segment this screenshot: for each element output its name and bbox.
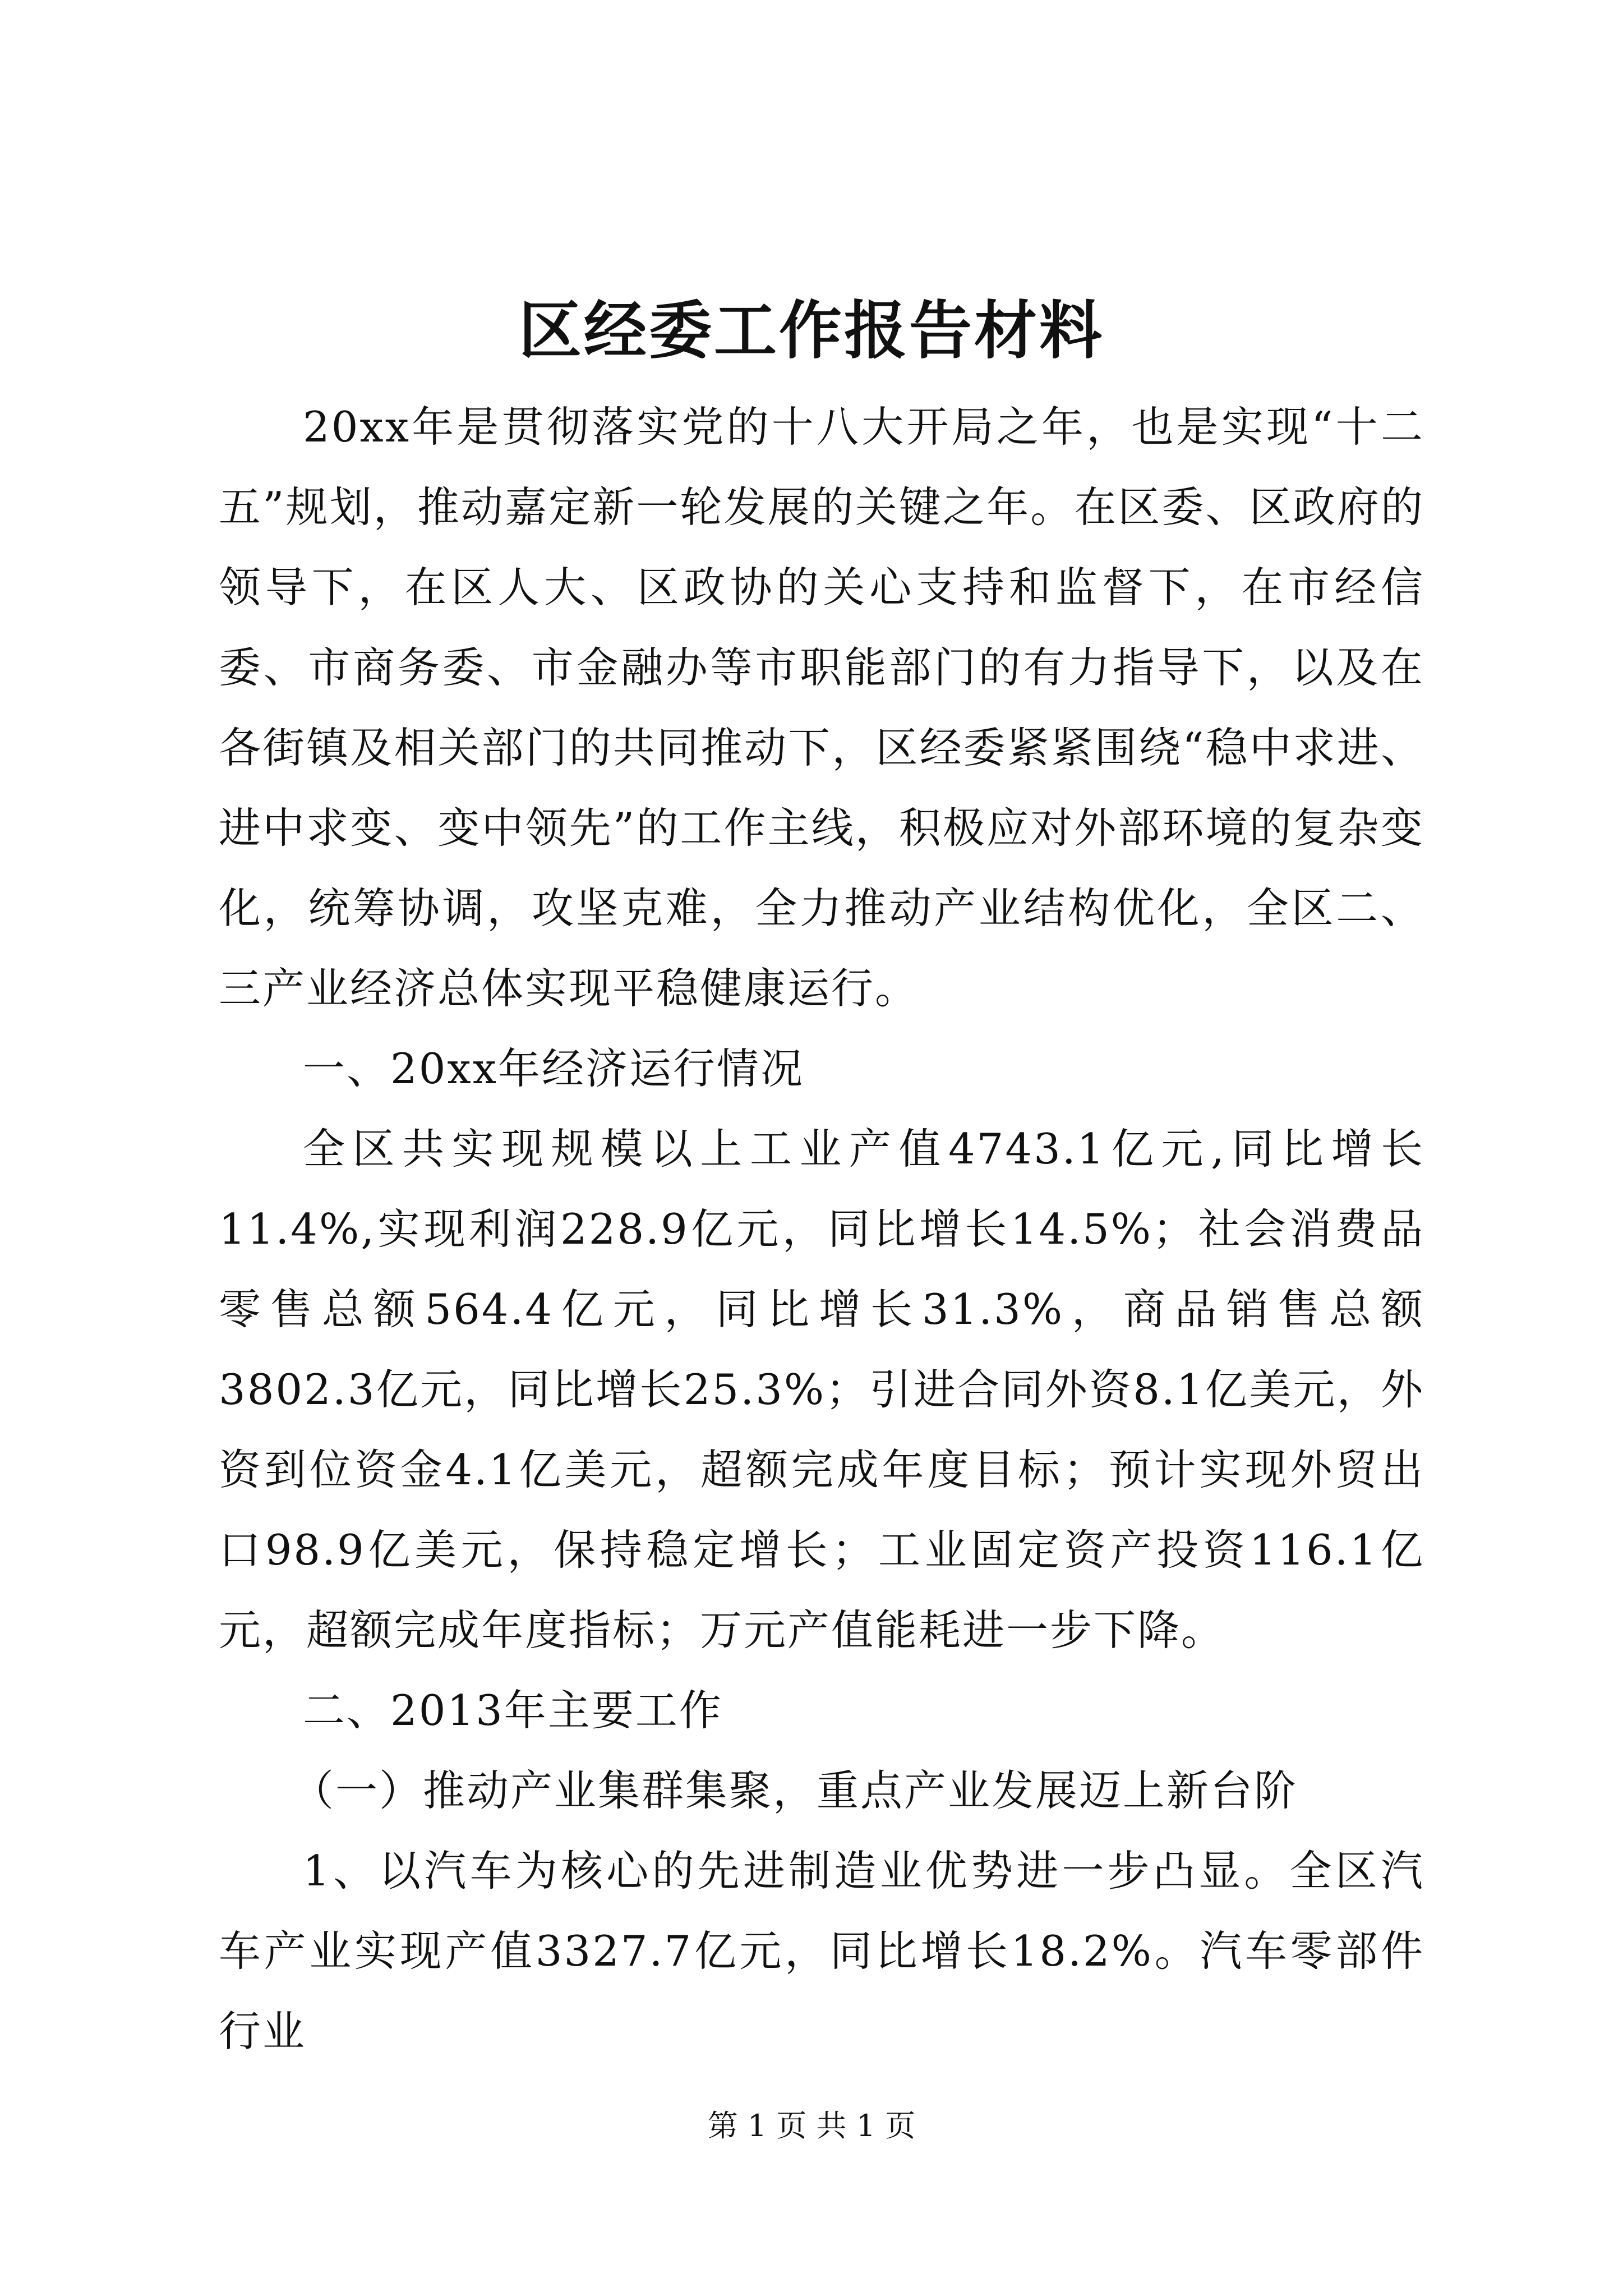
document-body [219, 387, 1424, 2072]
section-heading-economic-operation: 一、20xx年经济运行情况 [303, 1044, 805, 1093]
economic-figures-paragraph: 全区共实现规模以上工业产值4743.1亿元,同比增长11.4%,实现利润228.9亿元，同比增长14.5%；社会消费品零售总额564.4亿元，同比增长31.3%，商品销售总额3802.3亿元，同比增长25.3%；引进合同外资8.1亿美元，外资到位资金4.1亿美元，超额完成年度目标；预计实现外贸出口98.9亿美元，保持稳定增长；工业固定资产投资116.1亿元，超额完成年度指标；万元产值能耗进一步下降。 [219, 1124, 1424, 1655]
subsection-heading-industry-cluster: （一）推动产业集群集聚，重点产业发展迈上新台阶 [292, 1766, 1298, 1815]
section-heading-main-work: 二、2013年主要工作 [303, 1686, 723, 1735]
intro-paragraph: 20xx年是贯彻落实党的十八大开局之年，也是实现“十二五”规划，推动嘉定新一轮发展的关键之年。在区委、区政府的领导下，在区人大、区政协的关心支持和监督下，在市经信委、市商务委、市金融办等市职能部门的有力指导下，以及在各街镇及相关部门的共同推动下，区经委紧紧围绕“稳中求进、进中求变、变中领先”的工作主线，积极应对外部环境的复杂变化，统筹协调，攻坚克难，全力推动产业结构优化，全区二、三产业经济总体实现平稳健康运行。 [219, 402, 1424, 1013]
document-title: 区经委工作报告材料 [519, 294, 1104, 367]
page-footer: 第 1 页 共 1 页 [707, 2108, 916, 2143]
automotive-paragraph: 1、以汽车为核心的先进制造业优势进一步凸显。全区汽车产业实现产值3327.7亿元，同比增长18.2%。汽车零部件行业 [219, 1846, 1424, 2056]
